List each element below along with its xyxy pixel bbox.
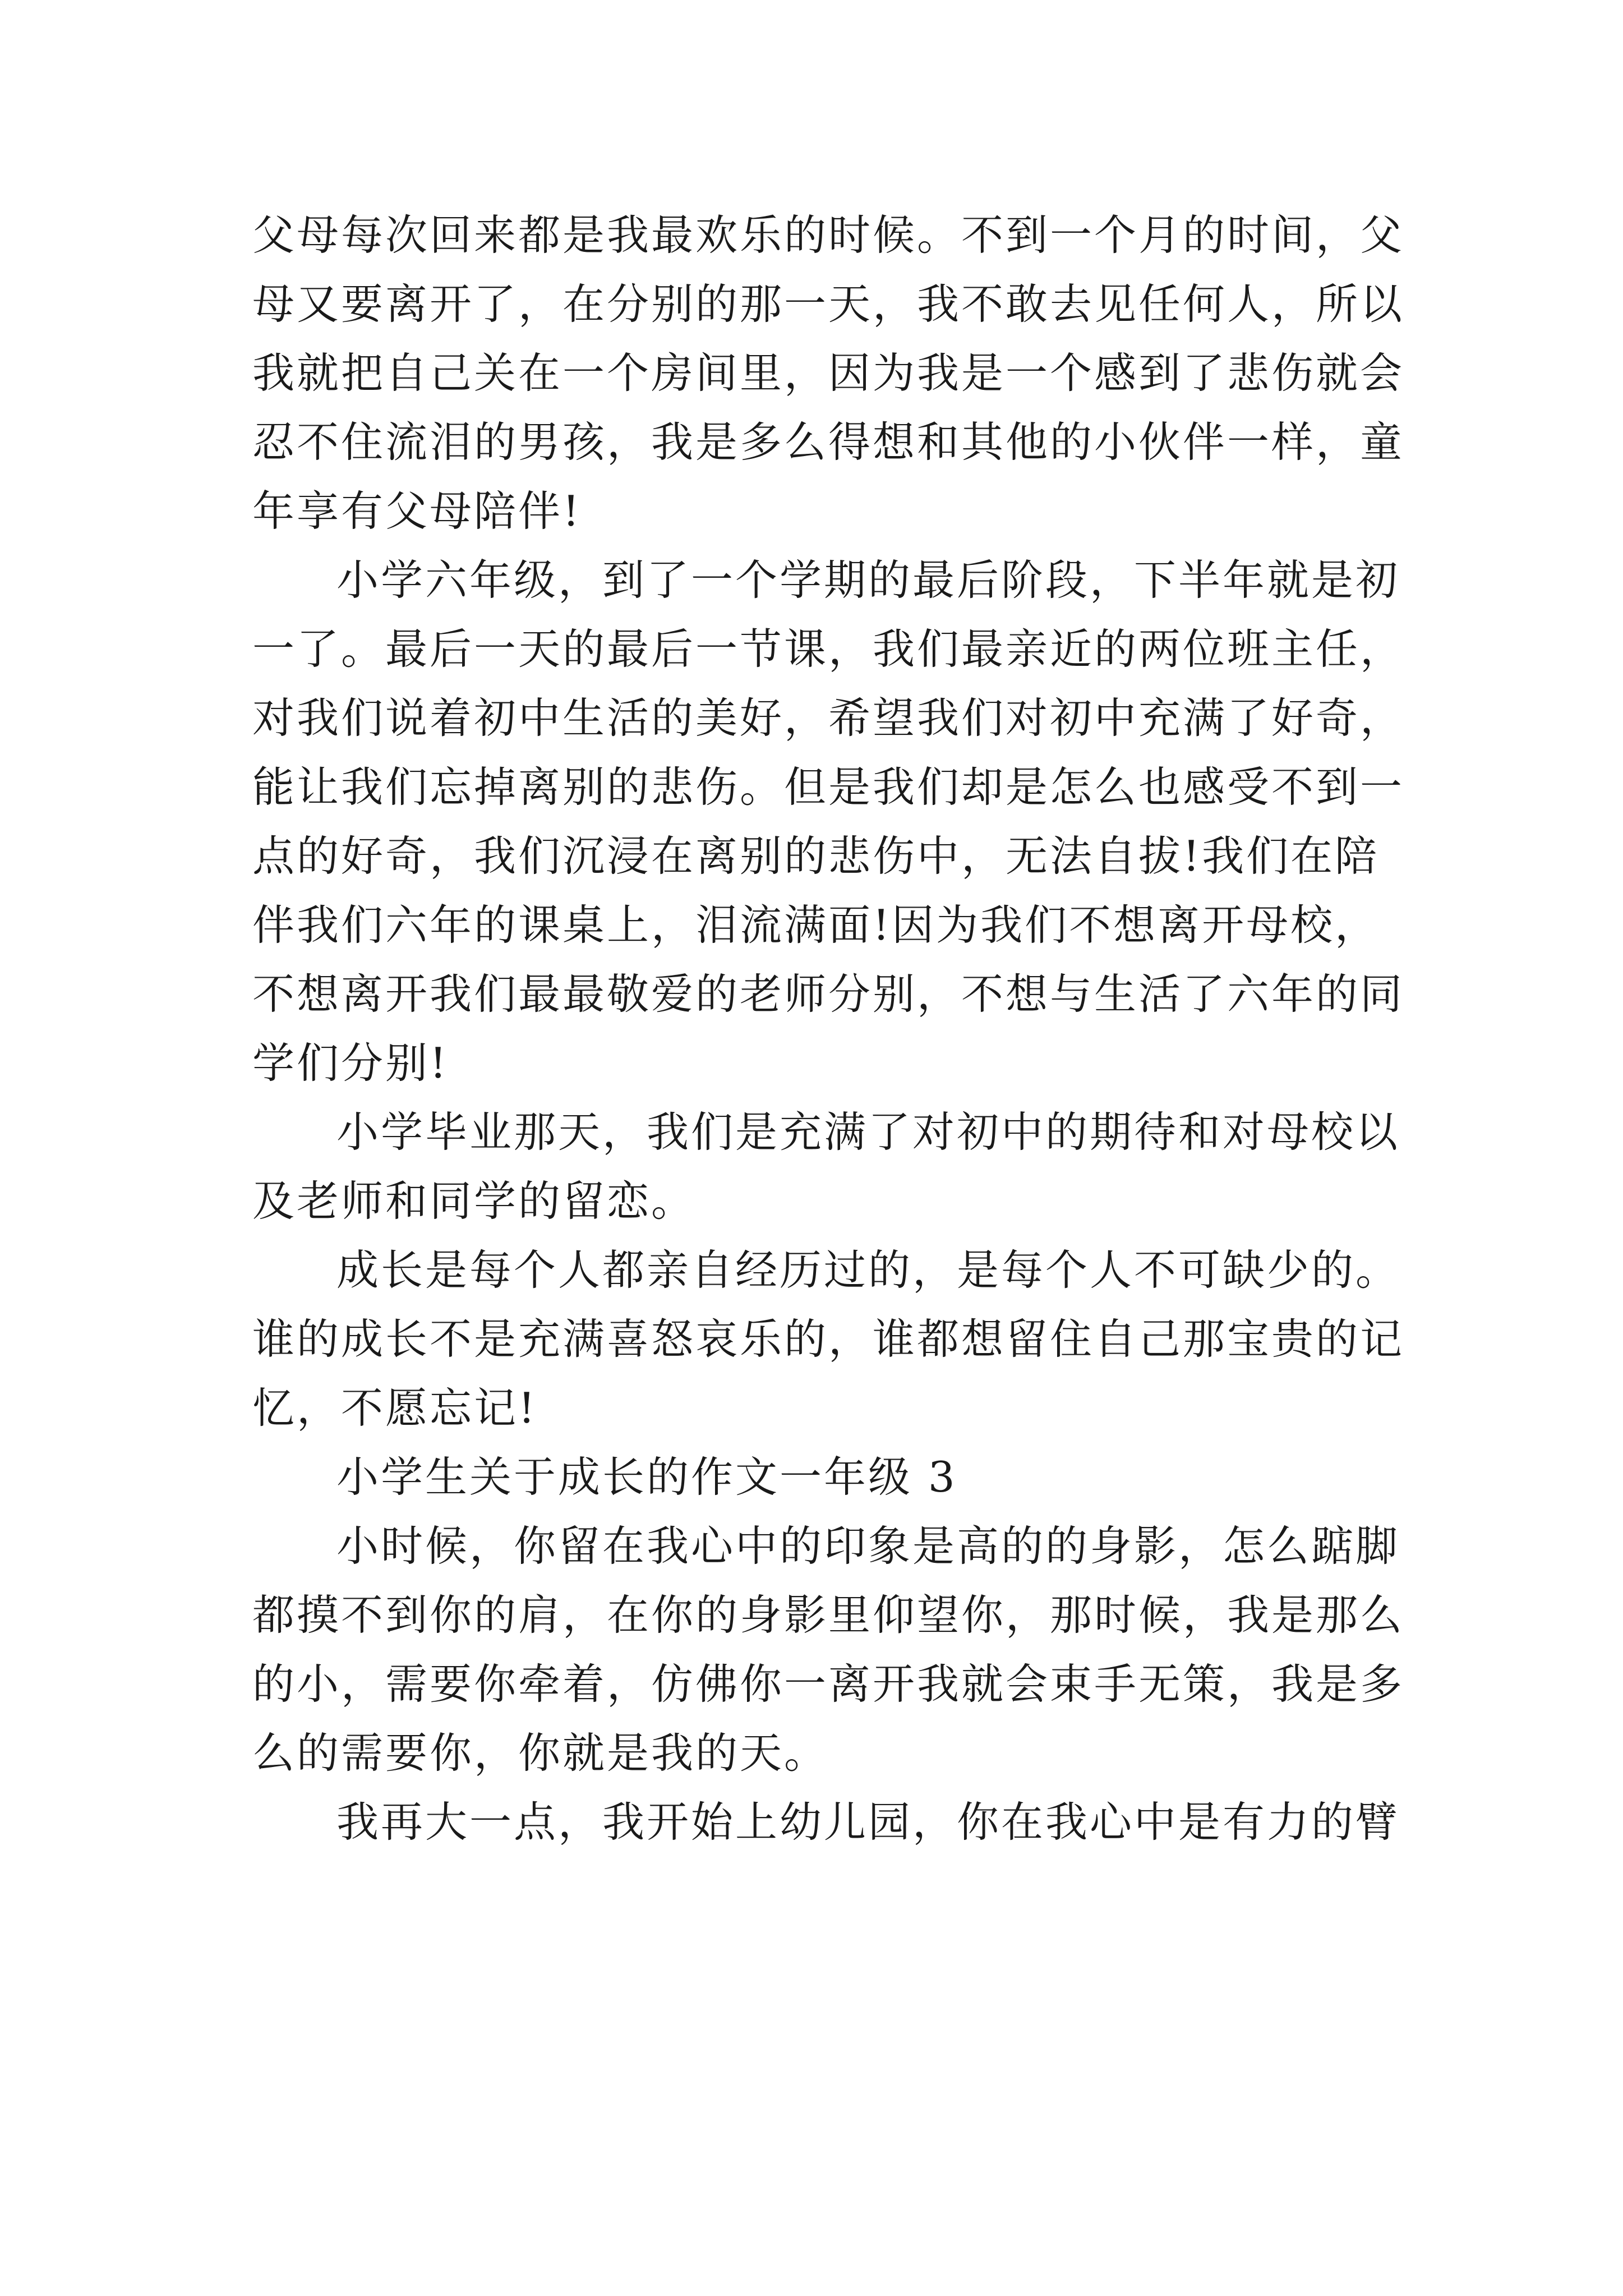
text-line: 点的好奇，我们沉浸在离别的悲伤中，无法自拔!我们在陪: [252, 831, 1380, 881]
paragraph-start-line: 小学六年级，到了一个学期的最后阶段，下半年就是初: [336, 555, 1400, 605]
paragraph-start-line: 小时候，你留在我心中的印象是高的的身影，怎么踮脚: [336, 1521, 1400, 1571]
text-line: 及老师和同学的留恋。: [252, 1176, 696, 1226]
text-line: 谁的成长不是充满喜怒哀乐的，谁都想留住自己那宝贵的记: [252, 1314, 1405, 1364]
text-line: 一了。最后一天的最后一节课，我们最亲近的两位班主任，: [252, 624, 1405, 674]
paragraph-start-line: 小学毕业那天，我们是充满了对初中的期待和对母校以: [336, 1107, 1400, 1157]
text-line: 不想离开我们最最敬爱的老师分别，不想与生活了六年的同: [252, 969, 1405, 1019]
text-line: 我就把自己关在一个房间里，因为我是一个感到了悲伤就会: [252, 348, 1405, 398]
section-title: 小学生关于成长的作文一年级 3: [336, 1452, 957, 1502]
text-line: 的小，需要你牵着，仿佛你一离开我就会束手无策，我是多: [252, 1659, 1405, 1709]
text-line: 忆，不愿忘记!: [252, 1383, 538, 1433]
text-line: 能让我们忘掉离别的悲伤。但是我们却是怎么也感受不到一: [252, 762, 1405, 812]
text-line: 忍不住流泪的男孩，我是多么得想和其他的小伙伴一样，童: [252, 417, 1405, 467]
text-line: 么的需要你，你就是我的天。: [252, 1728, 829, 1778]
paragraph-start-line: 成长是每个人都亲自经历过的，是每个人不可缺少的。: [336, 1245, 1400, 1295]
essay-text: [252, 201, 1408, 1857]
text-line: 伴我们六年的课桌上，泪流满面!因为我们不想离开母校，: [252, 900, 1380, 950]
text-line: 对我们说着初中生活的美好，希望我们对初中充满了好奇，: [252, 693, 1405, 743]
text-line: 学们分别!: [252, 1038, 449, 1088]
text-line: 年享有父母陪伴!: [252, 486, 582, 536]
text-line: 母又要离开了，在分别的那一天，我不敢去见任何人，所以: [252, 279, 1405, 329]
text-line: 都摸不到你的肩，在你的身影里仰望你，那时候，我是那么: [252, 1590, 1405, 1640]
text-line: 父母每次回来都是我最欢乐的时候。不到一个月的时间，父: [252, 210, 1405, 260]
paragraph-start-line: 我再大一点，我开始上幼儿园，你在我心中是有力的臂: [336, 1797, 1400, 1847]
